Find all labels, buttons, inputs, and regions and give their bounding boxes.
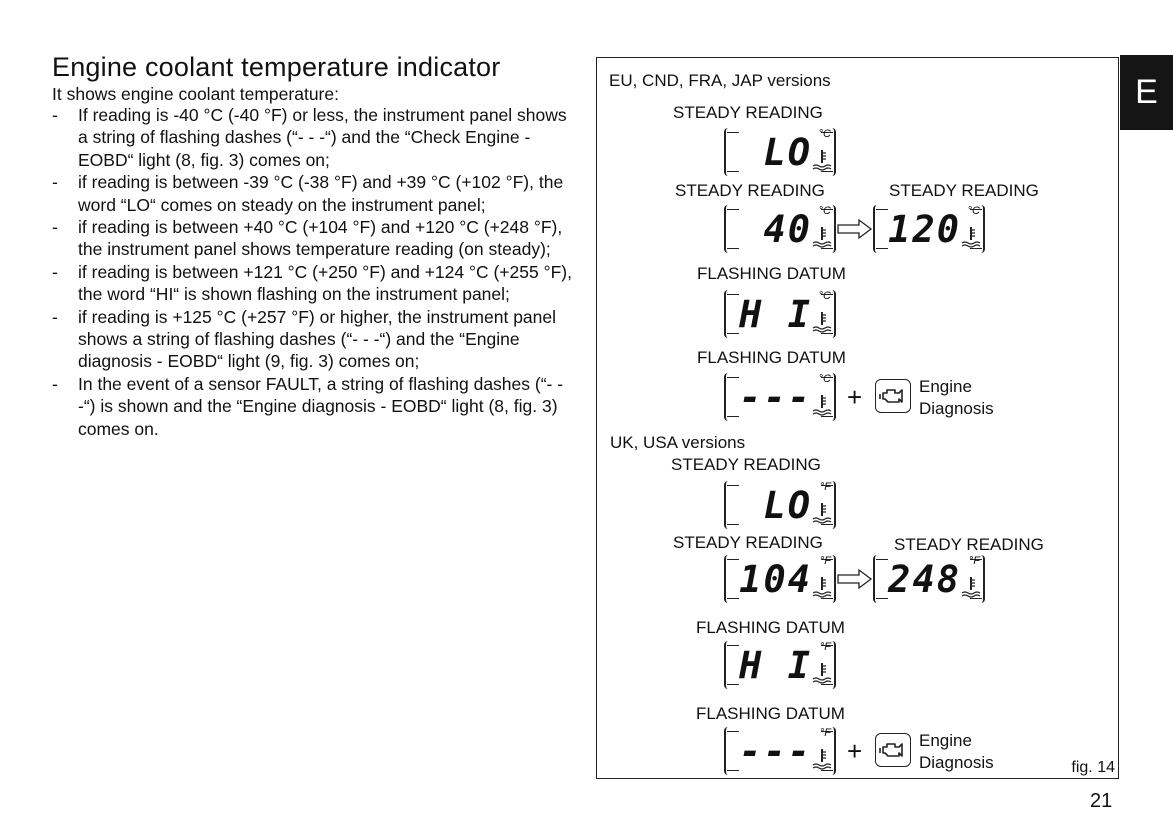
- bullet-list: [52, 104, 572, 440]
- steady-reading-label: STEADY READING: [673, 533, 823, 552]
- lcd-corner: [727, 485, 739, 486]
- steady-reading-label: STEADY READING: [673, 103, 823, 122]
- lcd-corner: [727, 294, 739, 295]
- lcd-corner: [876, 559, 888, 560]
- bullet-item: [52, 306, 572, 373]
- bullet-text: If reading is -40 °C (-40 °F) or less, the instrument panel shows a string of flashing dashes (“- - -“) and the “Check Engine - EOBD“ light (8, fig. 3) comes on;: [78, 105, 567, 170]
- lcd-corner: [876, 209, 888, 210]
- engine-diagnosis-label: [919, 376, 994, 420]
- engine-icon: [879, 739, 907, 761]
- bullet-text: if reading is between +40 °C (+104 °F) and +120 °C (+248 °F), the instrument panel shows temperature reading (on steady);: [78, 217, 563, 260]
- bullet-marker: -: [52, 261, 58, 282]
- lcd-corner: [727, 598, 739, 599]
- thermometer-icon: [811, 148, 833, 172]
- thermometer-icon: [811, 575, 833, 599]
- display-value: H I: [739, 643, 812, 687]
- lcd-display: [724, 290, 836, 338]
- intro-text: It shows engine coolant temperature:: [52, 84, 339, 104]
- bullet-text: In the event of a sensor FAULT, a string of flashing dashes (“- - -“) is shown and the “Engine diagnosis - EOBD“ light (8, fig. 3) comes on.: [78, 373, 564, 439]
- lcd-display: [724, 641, 836, 689]
- lcd-corner: [876, 248, 888, 249]
- bullet-marker: -: [52, 373, 58, 394]
- temperature-unit: °C: [818, 373, 831, 385]
- temperature-unit: °C: [818, 128, 831, 140]
- figure-14: [596, 57, 1119, 779]
- lcd-display: [724, 373, 836, 421]
- temperature-unit: °C: [818, 290, 831, 302]
- bullet-text: if reading is +125 °C (+257 °F) or higher, the instrument panel shows a string of flashing dashes (“- - -“) and the “Engine diagnosis - EOBD“ light (9, fig. 3) comes on;: [78, 306, 557, 372]
- bullet-marker: -: [52, 172, 58, 193]
- bullet-item: [52, 261, 572, 306]
- display-value: LO: [763, 130, 812, 174]
- temperature-unit: °F: [819, 727, 831, 739]
- display-value: 104: [739, 557, 812, 601]
- lcd-corner: [727, 171, 739, 172]
- bullet-text: if reading is between +121 °C (+250 °F) and +124 °C (+255 °F), the word “HI“ is shown flashing on the instrument panel;: [78, 261, 572, 305]
- engine-diagnosis-light: [875, 379, 911, 413]
- page-title: Engine coolant temperature indicator: [52, 52, 501, 82]
- bullet-item: [52, 104, 572, 171]
- page-number: 21: [1090, 790, 1113, 812]
- temperature-unit: °F: [819, 481, 831, 493]
- flashing-datum-label: FLASHING DATUM: [696, 704, 845, 723]
- display-value: ---: [739, 375, 812, 419]
- arrow-right-icon: [837, 568, 873, 590]
- bullet-marker: -: [52, 105, 58, 125]
- engine-label-line: Diagnosis: [919, 753, 994, 772]
- lcd-corner: [727, 248, 739, 249]
- thermometer-icon: [811, 501, 833, 525]
- engine-diagnosis-light: [875, 733, 911, 767]
- lcd-corner: [727, 684, 739, 685]
- figure-label: fig. 14: [1071, 759, 1115, 776]
- eu-versions-title: EU, CND, FRA, JAP versions: [609, 71, 831, 90]
- lcd-corner: [727, 377, 739, 378]
- lcd-display: [724, 205, 836, 253]
- display-value: 248: [888, 557, 961, 601]
- display-value: LO: [763, 483, 812, 527]
- temperature-unit: °F: [819, 641, 831, 653]
- thermometer-icon: [811, 225, 833, 249]
- flashing-datum-label: FLASHING DATUM: [697, 348, 846, 367]
- lcd-corner: [727, 132, 739, 133]
- steady-reading-label: STEADY READING: [894, 535, 1044, 554]
- thermometer-icon: [811, 310, 833, 334]
- bullet-item: [52, 373, 572, 440]
- lcd-display: [724, 555, 836, 603]
- lcd-corner: [727, 333, 739, 334]
- engine-label-line: Diagnosis: [919, 399, 994, 418]
- engine-label-line: Engine: [919, 377, 972, 396]
- lcd-corner: [727, 645, 739, 646]
- engine-label-line: Engine: [919, 731, 972, 750]
- lcd-corner: [727, 209, 739, 210]
- bullet-marker: -: [52, 217, 58, 238]
- thermometer-icon: [811, 393, 833, 417]
- temperature-unit: °C: [818, 205, 831, 217]
- arrow-right-icon: [837, 218, 873, 240]
- lcd-corner: [727, 770, 739, 771]
- bullet-marker: -: [52, 306, 58, 327]
- lcd-display: [724, 128, 836, 176]
- bullet-item: [52, 171, 572, 216]
- lcd-corner: [727, 524, 739, 525]
- thermometer-icon: [811, 747, 833, 771]
- plus-sign: +: [847, 736, 863, 766]
- thermometer-icon: [811, 661, 833, 685]
- thermometer-icon: [960, 225, 982, 249]
- language-tab: E: [1120, 55, 1173, 130]
- lcd-corner: [727, 416, 739, 417]
- uk-versions-title: UK, USA versions: [610, 433, 746, 452]
- display-value: ---: [739, 729, 812, 773]
- steady-reading-label: STEADY READING: [889, 181, 1039, 200]
- thermometer-icon: [960, 575, 982, 599]
- temperature-unit: °F: [819, 555, 831, 567]
- temperature-unit: °C: [967, 205, 980, 217]
- steady-reading-label: STEADY READING: [671, 455, 821, 474]
- engine-icon: [879, 385, 907, 407]
- bullet-item: [52, 216, 572, 261]
- display-value: H I: [739, 292, 812, 336]
- lcd-corner: [876, 598, 888, 599]
- lcd-display: [724, 727, 836, 775]
- lcd-corner: [727, 559, 739, 560]
- flashing-datum-label: FLASHING DATUM: [697, 264, 846, 283]
- display-value: 120: [888, 207, 961, 251]
- display-value: 40: [763, 207, 812, 251]
- temperature-unit: °F: [968, 555, 980, 567]
- lcd-display: [873, 555, 985, 603]
- steady-reading-label: STEADY READING: [675, 181, 825, 200]
- engine-diagnosis-label: [919, 730, 994, 774]
- lcd-display: [873, 205, 985, 253]
- bullet-text: if reading is between -39 °C (-38 °F) and +39 °C (+102 °F), the word “LO“ comes on steady on the instrument panel;: [78, 172, 564, 215]
- lcd-display: [724, 481, 836, 529]
- lcd-corner: [727, 731, 739, 732]
- plus-sign: +: [847, 382, 863, 412]
- flashing-datum-label: FLASHING DATUM: [696, 618, 845, 637]
